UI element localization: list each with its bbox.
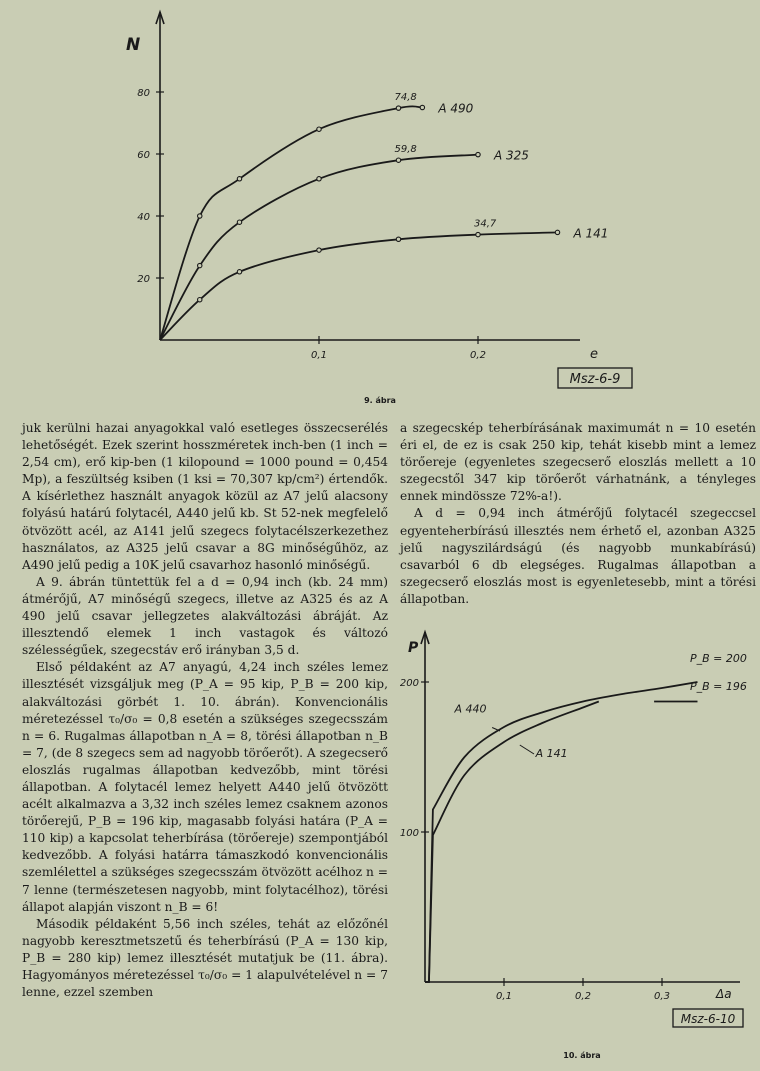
fig10-pb196-label: P_B = 196 [690,680,747,693]
fig10-series-a440-name: A 440 [454,702,487,716]
fig9-y-tick-label: 40 [137,212,150,223]
fig9-series-a490-line [160,106,422,340]
left-paragraph-1: juk kerülni hazai anyagokkal való esetleges összecserélés lehetőségét. Ezek szerint hosszméretek inch-ben (1 inch = 2,54 cm), erő kip-ben (1 kilopound = 1000 pound = 0,454 Mp), a feszültség ksiben (1 ksi = 70,307 kp/cm²) értendők. A kísérlethez használt anyagok közül az A7 jelű alacsony folyású határú folytacél, A440 jelű kb. St 52-nek megfelelő ötvözött acél, az A141 jelű szegecs folytacélszerkezethez használatos, az A325 jelű csavar a 8G minőségűhöz, az A490 jelű pedig a 10K jelű csavarhoz hasonló minőségű. [22,421,388,572]
fig9-series-a325-point [476,152,480,156]
fig9-x-tick-label: 0,2 [470,350,486,361]
fig9-stamp [558,368,632,388]
fig9-series-a490-end-label: 74,8 [394,92,417,104]
fig9-series-a325-point [237,220,241,224]
fig10-series-a141-name: A 141 [535,747,568,760]
fig9-series-a141-point [317,248,321,252]
right-paragraph-2: A d = 0,94 inch átmérőjű folytacél szegeccsel egyenteherbírású illesztés nem érhető el, azonban A325 jelű nagyszilárdságú (és nagyobb munkabírású) csavarból 6 db elegséges. Rugalmas állapotban a szegecserő eloszlás most is egyenletesebb, mint a törési állapotban. [400,506,756,606]
fig9-y-axis-label: N [126,35,141,55]
fig10-pb200-label: P_B = 200 [690,652,747,665]
fig9-y-tick-label: 60 [137,150,150,161]
fig9-series-a141-line [160,232,558,340]
fig9-series-a325-end-label: 59,8 [394,144,417,156]
fig10-y-tick-label: 200 [400,678,419,689]
fig9-series-a490-name: A 490 [438,101,474,116]
fig10-series-a141-leader [520,745,534,754]
fig9-y-tick-label: 20 [137,274,150,285]
fig9-series-a325-name: A 325 [494,148,529,163]
fig9-series-a325-line [160,155,478,340]
fig10-y-axis-label: P [408,640,419,656]
fig10-x-axis-label: Δa [716,987,732,1001]
fig9-y-tick-label: 80 [137,88,150,99]
fig10-series-a440-line [425,682,698,982]
fig9-series-a141-name: A 141 [573,226,609,241]
fig9-caption: 9. ábra [364,396,396,405]
left-paragraph-3: Első példaként az A7 anyagú, 4,24 inch széles lemez illesztését vizsgáljuk meg (P_A = 95 kip, P_B = 200 kip, alakváltozási görbét 1. 10. ábrán). Konvencionális méretezéssel τ₀/σ₀ = 0,8 esetén a szükséges szegecsszám n = 6. Rugalmas állapotban n_A = 8, törési állapotban n_B = 7, (de 8 szegecs sem ad nagyobb törőerőt). A szegecserő eloszlás rugalmas állapotban kedvezőbb, mint törési állapotban. A folytacél lemez helyett A440 jelű ötvözött acélt alkalmazva a 3,32 inch széles lemez csaknem azonos törőerejű, P_B = 196 kip, magasabb folyási határa (P_A = 110 kip) a kapcsolat teherbírása (törőereje) szempontjából kedvezőbb. A folyási határra támaszkodó konvencionális szemlélettel a szükséges szegecsszám ötvözött acélhoz n = 7 lenne (természetesen nagyobb, mint folytacélhoz), törési állapot alapján viszont n_B = 6! [22,660,388,914]
fig10-x-tick-label: 0,2 [575,991,591,1002]
left-paragraph-4: Második példaként 5,56 inch széles, tehát az előzőnél nagyobb keresztmetszetű és teherbírású (P_A = 130 kip, P_B = 280 kip) lemez illesztését mutatjuk be (11. ábra). Hagyományos méretezéssel τ₀/σ₀ = 1 alapulvételével n = 7 lenne, ezzel szemben [22,916,388,1000]
fig9-series-a490-point [420,105,424,109]
fig10-stamp [673,1009,743,1027]
fig9-series-a490-point [198,214,202,218]
fig9-series-a490-point [237,177,241,181]
fig9-x-axis-label: e [590,347,598,362]
fig9-series-a141-point [198,298,202,302]
fig9-series-a141-point [555,230,559,234]
fig9-series-a325-point [317,177,321,181]
fig10-x-tick-label: 0,3 [654,991,670,1002]
fig9-series-a490-point [317,127,321,131]
figure-9 [0,0,760,412]
fig10-x-tick-label: 0,1 [496,991,512,1002]
text-column-left [22,420,388,1001]
fig9-series-a141-point [237,270,241,274]
fig9-series-a141-end-label: 34,7 [474,218,497,230]
fig10-series-a141-line [425,702,599,983]
text-column-right [400,420,756,608]
left-paragraph-2: A 9. ábrán tüntettük fel a d = 0,94 inch (kb. 24 mm) átmérőjű, A7 minőségű szegecs, illetve az A325 és az A 490 jelű csavar jellegzetes alakváltozási ábráját. Az illesztendő elemek 1 inch vastagok és változó szélességűek, szegecstáv erő irányban 3,5 d. [22,574,388,658]
fig9-stamp-text: Msz-6-9 [569,372,621,387]
fig10-y-tick-label: 100 [400,828,419,839]
fig9-series-a141-point [476,232,480,236]
fig9-series-a490-point [396,106,400,110]
figure-10 [400,612,760,1071]
right-paragraph-1: a szegecskép teherbírásának maximumát n = 10 esetén éri el, de ez is csak 250 kip, tehát kisebb mint a lemez törőereje (egyenletes szegecserő eloszlás mellett a 10 szegecstől 347 kip törőerőt várhatnánk, a tényleges ennek mindössze 72%-a!). [400,421,756,504]
fig10-stamp-text: Msz-6-10 [680,1012,736,1026]
fig9-series-a325-point [396,158,400,162]
fig9-series-a141-point [396,237,400,241]
fig9-x-tick-label: 0,1 [311,350,327,361]
fig9-series-a325-point [198,263,202,267]
fig10-caption: 10. ábra [563,1051,601,1060]
